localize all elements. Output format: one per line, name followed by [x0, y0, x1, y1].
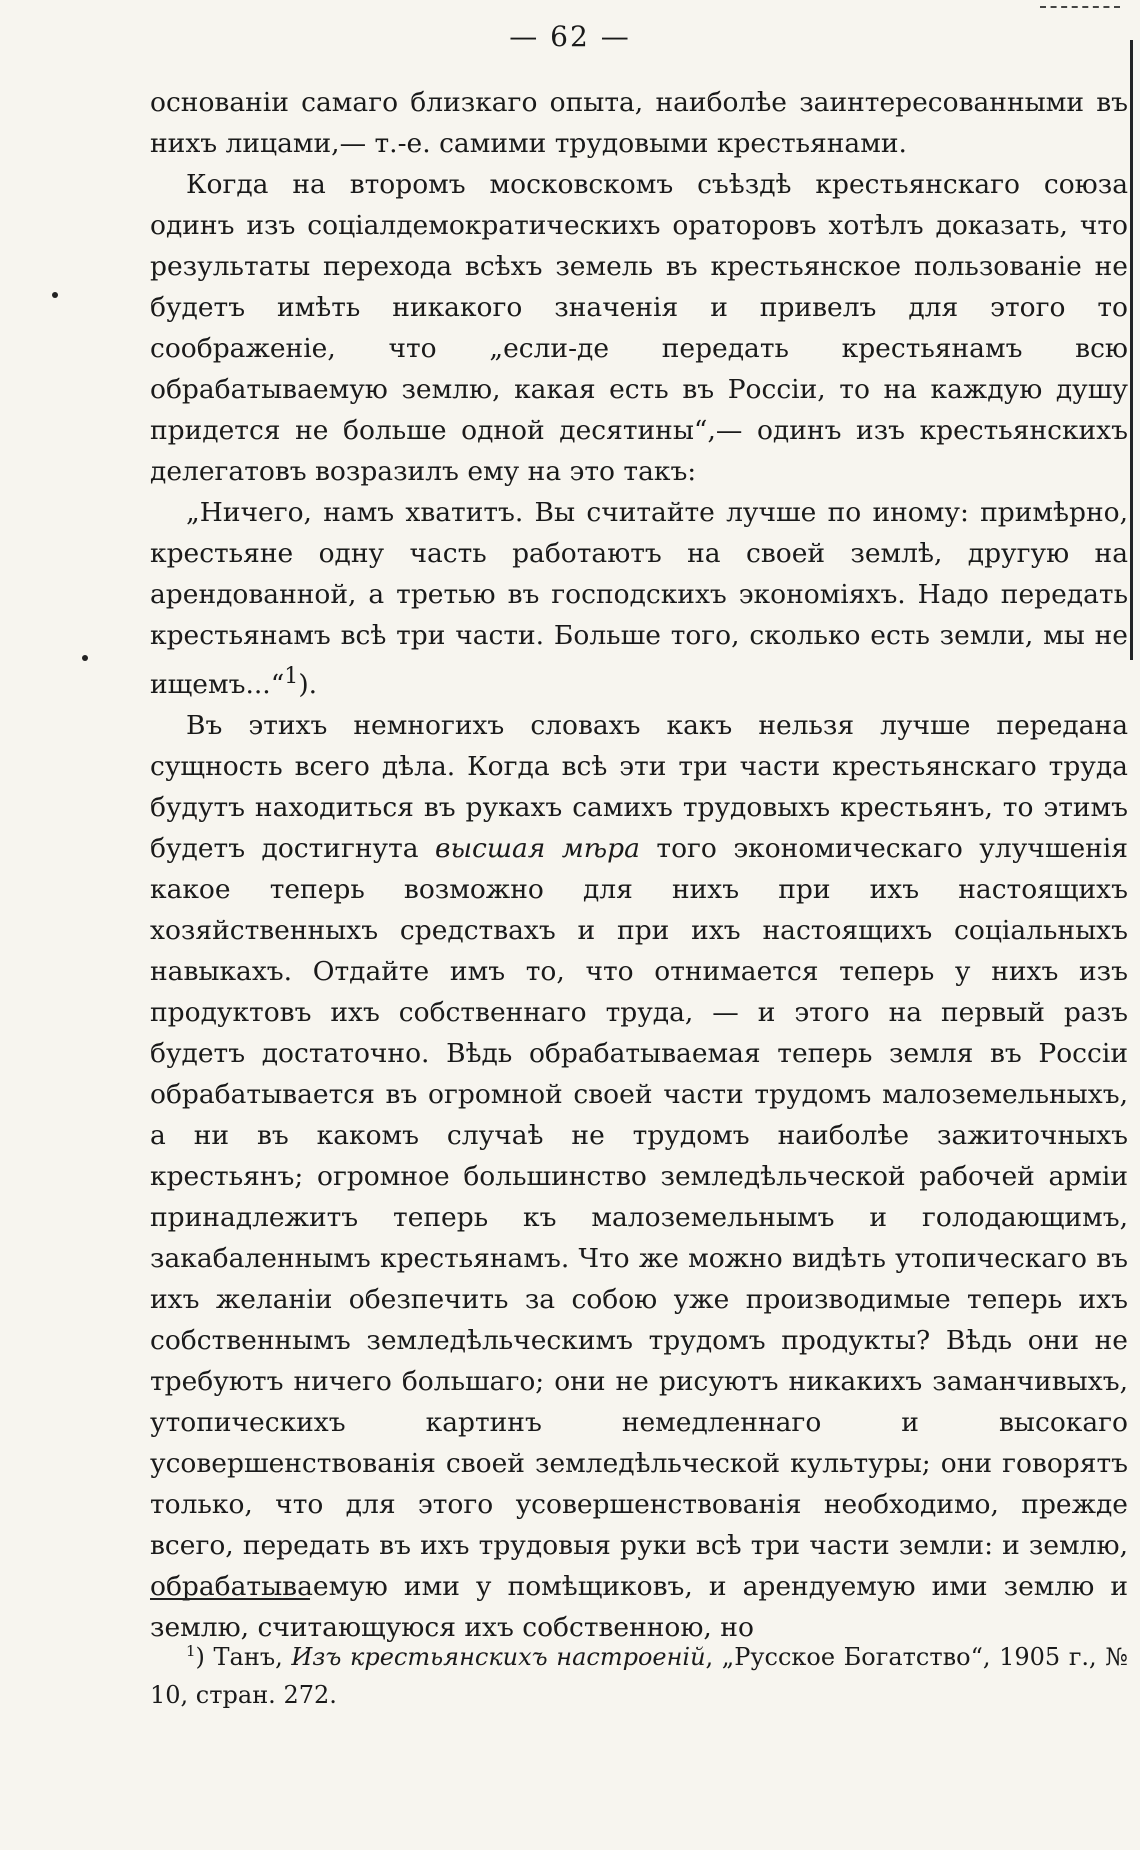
paragraph-analysis — [150, 705, 1128, 1648]
margin-dot — [82, 655, 88, 661]
quote-end: ). — [298, 668, 318, 700]
quote-text: „Ничего, намъ хватитъ. Вы считайте лучше по иному: примѣрно, крестьяне одну часть работаютъ на своей землѣ, другую на арендованной, а третью въ господскихъ экономiяхъ. Надо передать крестьянамъ всѣ три части. Больше того, сколько есть земли, мы не ищемъ...“ — [150, 497, 1128, 700]
paragraph-congress: Когда на второмъ московскомъ съѣздѣ крестьянскаго союза одинъ изъ соцiалдемократическихъ ораторовъ хотѣлъ доказать, что результаты перехода всѣхъ земель въ крестьянское пользованiе не будетъ имѣть никакого значенiя и привелъ для этого то соображенiе, что „если-де передать крестьянамъ всю обрабатываемую землю, какая есть въ Россiи, то на каждую душу придется не больше одной десятины“,— одинъ изъ крестьянскихъ делегатовъ возразилъ ему на это такъ: — [150, 169, 1128, 487]
footnote — [150, 1632, 1128, 1714]
paragraph-quote — [150, 492, 1128, 705]
paragraph-continuation: основанiи самаго близкаго опыта, наиболѣе заинтересованными въ нихъ лицами,— т.-е. самими трудовыми крестьянами. — [150, 87, 1128, 159]
analysis-text-b: того экономическаго улучшенiя какое теперь возможно для нихъ при ихъ настоящихъ хозяйственныхъ средствахъ и при ихъ настоящихъ соцiальныхъ навыкахъ. Отдайте имъ то, что отнимается теперь у нихъ изъ продуктовъ ихъ собственнаго труда, — и этого на первый разъ будетъ достаточно. Вѣдь обрабатываемая теперь земля въ Россiи обрабатывается въ огромной своей части трудомъ малоземельныхъ, а ни въ какомъ случаѣ не трудомъ наиболѣе зажиточныхъ крестьянъ; огромное большинство земледѣльческой рабочей армiи принадлежитъ теперь къ малоземельнымъ и голодающимъ, закабаленнымъ крестьянамъ. Что же можно видѣть утопическаго въ ихъ желанiи обезпечить за собою уже производимые теперь ихъ собственнымъ земледѣльческимъ трудомъ продукты? Вѣдь они не требуютъ ничего большаго; они не рисуютъ никакихъ заманчивыхъ, утопическихъ картинъ немедленнаго и высокаго усовершенствованiя своей земледѣльческой культуры; они говорятъ только, что для этого усовершенствованiя необходимо, прежде всего, передать въ ихъ трудовыя руки всѣ три части земли: и землю, обрабатываемую ими у помѣщиковъ, и арендуемую ими землю и землю, считающуюся ихъ собственною, но — [150, 832, 1129, 1643]
emphasis-text: высшая мѣра — [435, 832, 640, 864]
analysis-text-a: Въ этихъ немногихъ словахъ какъ нельзя лучше передана сущность всего дѣла. Когда всѣ эти три части крестьянскаго труда будутъ находиться въ рукахъ самихъ трудовыхъ крестьянъ, то этимъ будетъ достигнута — [150, 709, 1128, 864]
footnote-title: Изъ крестьянскихъ настроенiй — [291, 1643, 706, 1671]
footnote-rest: , „Русское Богатство“, 1905 г., № 10, стран. 272. — [150, 1643, 1128, 1709]
margin-dot — [52, 292, 58, 298]
scan-artifact-mark — [1040, 6, 1120, 20]
page-number: — 62 — — [509, 20, 631, 53]
page-edge-line — [1130, 40, 1133, 660]
footnote-mark: 1 — [186, 1642, 196, 1660]
footnote-divider — [150, 1598, 310, 1600]
body-text — [150, 82, 1128, 1648]
footnote-lead: ) Танъ, — [195, 1643, 292, 1671]
footnote-reference[interactable]: 1 — [284, 664, 299, 689]
